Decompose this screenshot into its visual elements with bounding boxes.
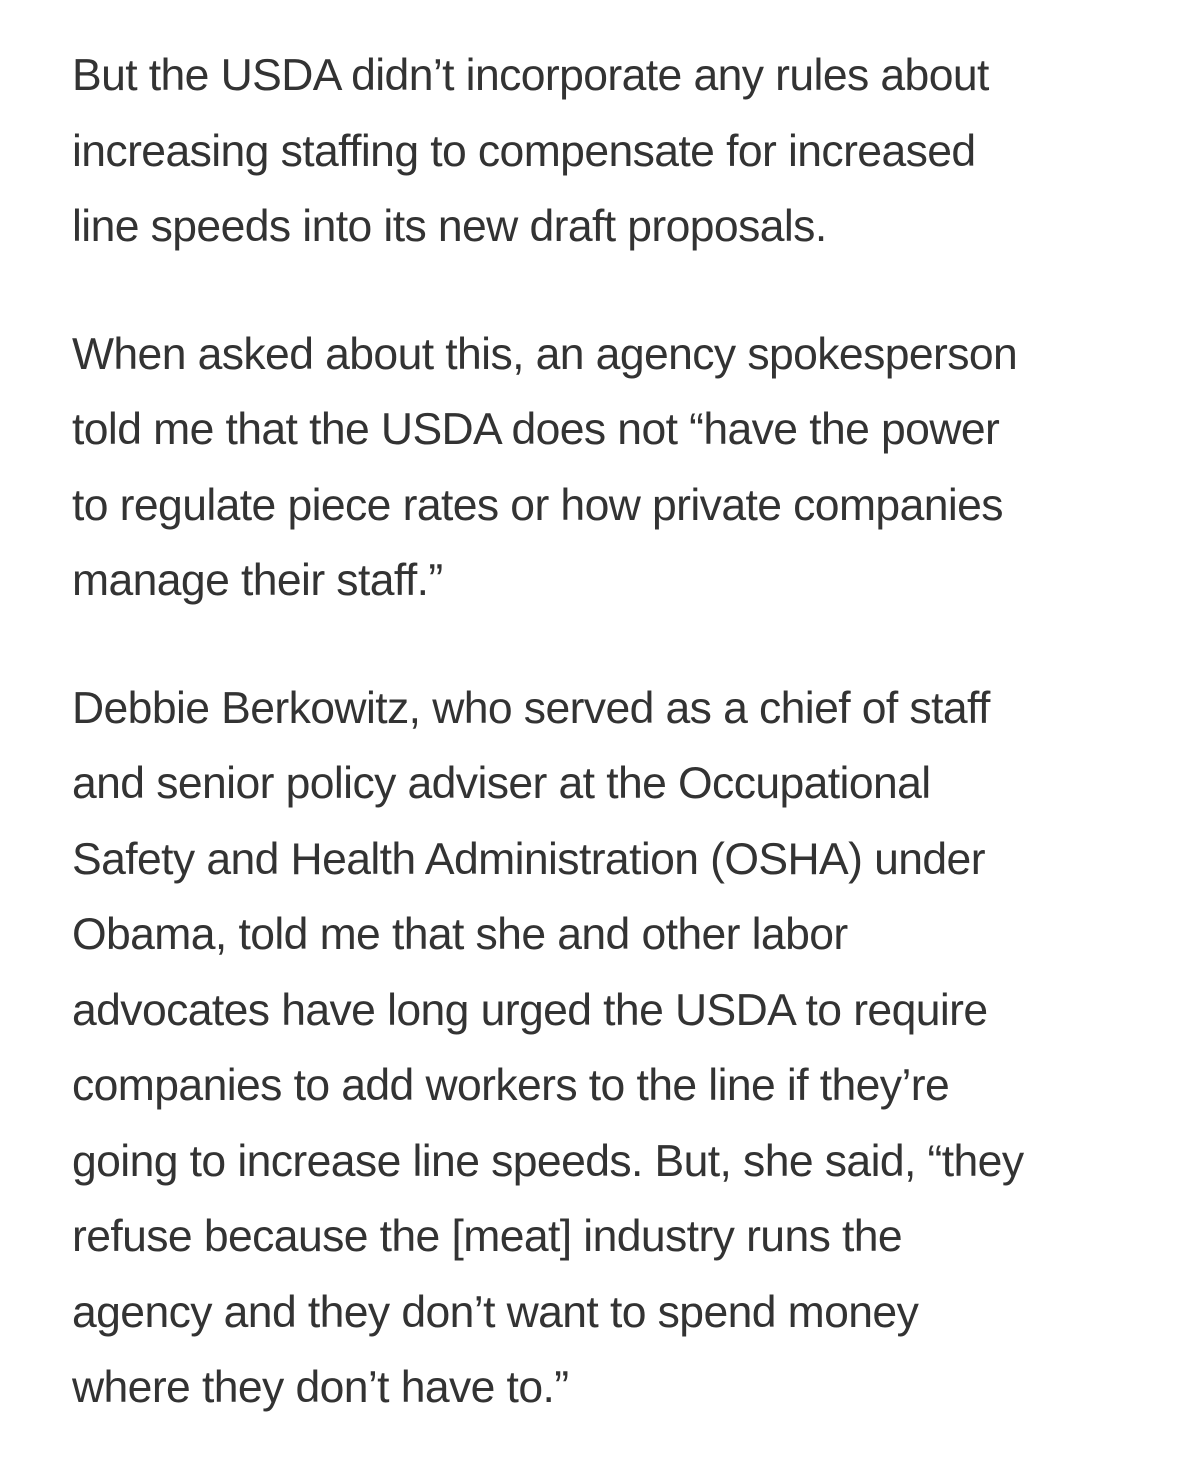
text-line: increasing staffing to compensate for increased [72,126,976,176]
text-line: When asked about this, an agency spokesperson [72,329,1018,379]
text-line: to regulate piece rates or how private companies [72,480,1003,530]
text-line: Safety and Health Administration (OSHA) under [72,834,985,884]
text-line: companies to add workers to the line if they’re [72,1061,950,1110]
text-line: told me that the USDA does not “have the power [72,405,1000,454]
text-line: But the USDA didn’t incorporate any rules about [72,51,989,100]
article-body [72,38,1112,1426]
text-line: line speeds into its new draft proposals. [72,202,827,251]
text-line: agency and they don’t want to spend money [72,1287,919,1337]
text-line: refuse because the [meat] industry runs the [72,1212,903,1261]
text-line: Obama, told me that she and other labor [72,910,848,959]
text-line: advocates have long urged the USDA to require [72,985,988,1035]
text-line: Debbie Berkowitz, who served as a chief of staff [72,683,990,733]
paragraph-agency-spokesperson [72,317,1112,619]
paragraph-debbie-berkowitz [72,671,1112,1426]
text-line: manage their staff.” [72,556,443,605]
text-line: going to increase line speeds. But, she said, “they [72,1136,1024,1186]
paragraph-usda-rules [72,38,1112,265]
text-line: and senior policy adviser at the Occupational [72,759,931,808]
text-line: where they don’t have to.” [72,1363,569,1412]
